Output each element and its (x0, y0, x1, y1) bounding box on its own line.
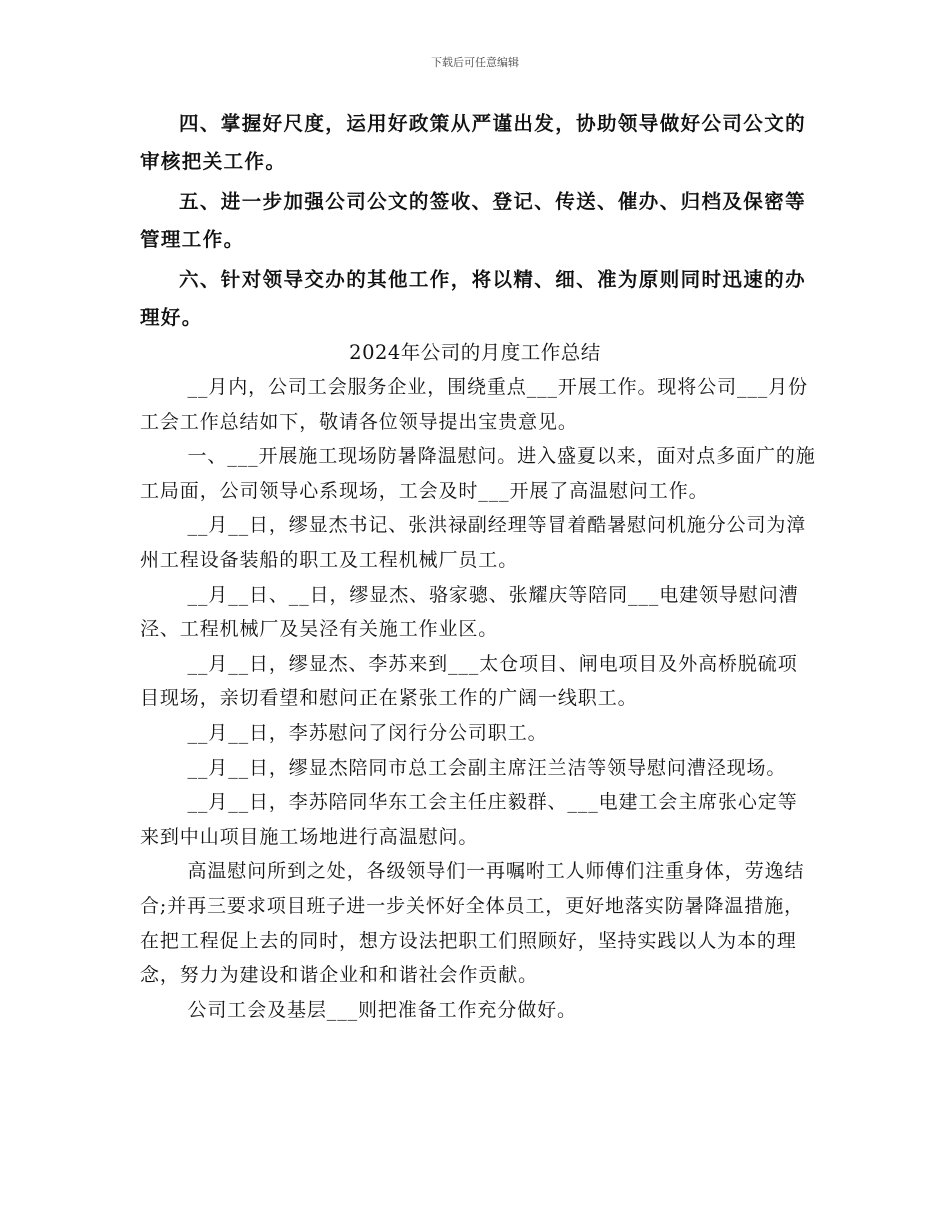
body-paragraph: __月__日，缪显杰、李苏来到___太仓项目、闸电项目及外高桥脱硫项目现场，亲切看望和慰问正在紧张工作的广阔一线职工。 (140, 652, 798, 710)
body-paragraph: __月__日，缪显杰书记、张洪禄副经理等冒着酷暑慰问机施分公司为漳州工程设备装船的职工及工程机械厂员工。 (140, 514, 807, 571)
body-paragraph: __月__日，李苏陪同华东工会主任庄毅群、___电建工会主席张心定等来到中山项目施工场地进行高温慰问。 (140, 791, 798, 848)
bold-paragraph-5: 五、进一步加强公司公文的签收、登记、传送、催办、归档及保密等管理工作。 (140, 190, 807, 251)
bold-paragraph-4: 四、掌握好尺度，运用好政策从严谨出发，协助领导做好公司公文的审核把关工作。 (140, 112, 807, 173)
body-paragraph: 高温慰问所到之处，各级领导们一再嘱咐工人师傅们注重身体，劳逸结合;并再三要求项目班子进一步关怀好全体员工，更好地落实防暑降温措施，在把工程促上去的同时，想方设法把职工们照顾好，坚持实践以人为本的理念，努力为建设和谐企业和和谐社会作贡献。 (140, 860, 805, 987)
body-paragraph: __月__日，李苏慰问了闵行分公司职工。 (187, 721, 548, 744)
body-paragraph: 公司工会及基层___则把准备工作充分做好。 (187, 998, 577, 1021)
body-paragraph: 一、___开展施工现场防暑降温慰问。进入盛夏以来，面对点多面广的施工局面，公司领导心系现场，工会及时___开展了高温慰问工作。 (140, 445, 816, 502)
body-section (140, 370, 816, 1027)
bold-section (140, 105, 812, 337)
document-title: 2024年公司的月度工作总结 (349, 341, 601, 364)
body-paragraph: __月__日、__日，缪显杰、骆家骢、张耀庆等陪同___电建领导慰问漕泾、工程机械厂及吴泾有关施工作业区。 (140, 583, 799, 641)
page-header: 下载后可任意编辑 (431, 56, 519, 69)
body-paragraph: __月__日，缪显杰陪同市总工会副主席汪兰洁等领导慰问漕泾现场。 (187, 756, 787, 779)
bold-paragraph-6: 六、针对领导交办的其他工作，将以精、细、准为原则同时迅速的办理好。 (140, 268, 807, 329)
body-paragraph: __月内，公司工会服务企业，围绕重点___开展工作。现将公司___月份工会工作总结如下，敬请各位领导提出宝贵意见。 (140, 376, 809, 433)
